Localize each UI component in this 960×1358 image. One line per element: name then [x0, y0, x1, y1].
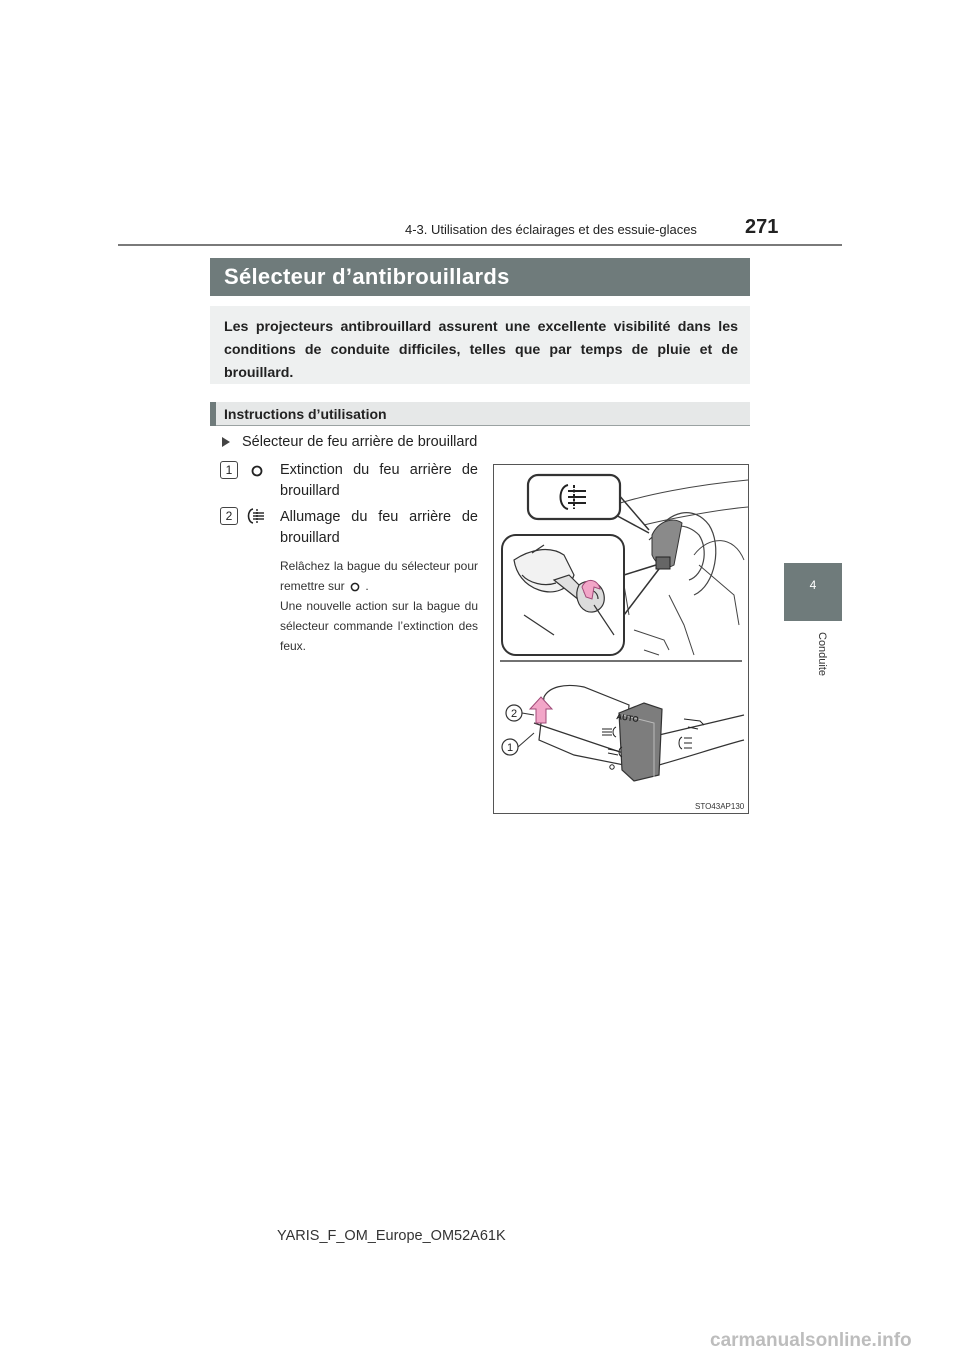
note-text — [280, 556, 478, 656]
page-number: 271 — [745, 216, 779, 238]
figure-callout-2: 2 — [510, 708, 518, 720]
figure-code: STO43AP130 — [695, 802, 745, 811]
note-line2: Une nouvelle action sur la bague du sélecteur commande l’extinction des feux. — [280, 599, 478, 653]
note-line1: Relâchez la bague du sélecteur pour remettre sur — [280, 559, 478, 593]
item-number-2: 2 — [220, 507, 238, 525]
chapter-number: 4 — [809, 578, 817, 592]
note-line1-end: . — [365, 579, 369, 593]
fog-switch-illustration — [494, 465, 748, 813]
section-header: 4-3. Utilisation des éclairages et des essuie-glaces — [405, 222, 697, 237]
subsection-title: Instructions d’utilisation — [224, 406, 387, 422]
header-divider — [118, 244, 842, 246]
chapter-label: Conduite — [816, 632, 828, 677]
bullet-triangle-icon — [222, 437, 230, 447]
page-title: Sélecteur d’antibrouillards — [210, 258, 750, 296]
chapter-tab — [784, 563, 842, 621]
bullet-text: Sélecteur de feu arrière de brouillard — [242, 434, 478, 450]
item-text-2: Allumage du feu arrière de brouillard — [280, 509, 478, 546]
intro-paragraph: Les projecteurs antibrouillard assurent une excellente visibilité dans les conditions de conduite difficiles, telles que par temps de pluie et de brouillard. — [210, 306, 750, 384]
figure-callout-1: 1 — [506, 742, 514, 754]
subsection-stripe — [210, 402, 216, 426]
item-number-1: 1 — [220, 461, 238, 479]
figure-frame — [493, 464, 749, 814]
rear-fog-lamp-icon — [244, 506, 268, 526]
auto-label: AUTO — [615, 712, 640, 725]
document-footer: YARIS_F_OM_Europe_OM52A61K — [277, 1228, 506, 1244]
item-text-1: Extinction du feu arrière de brouillard — [280, 462, 478, 499]
off-circle-icon-inline — [348, 581, 362, 593]
off-circle-icon — [250, 464, 264, 478]
watermark: carmanualsonline.info — [710, 1330, 912, 1351]
